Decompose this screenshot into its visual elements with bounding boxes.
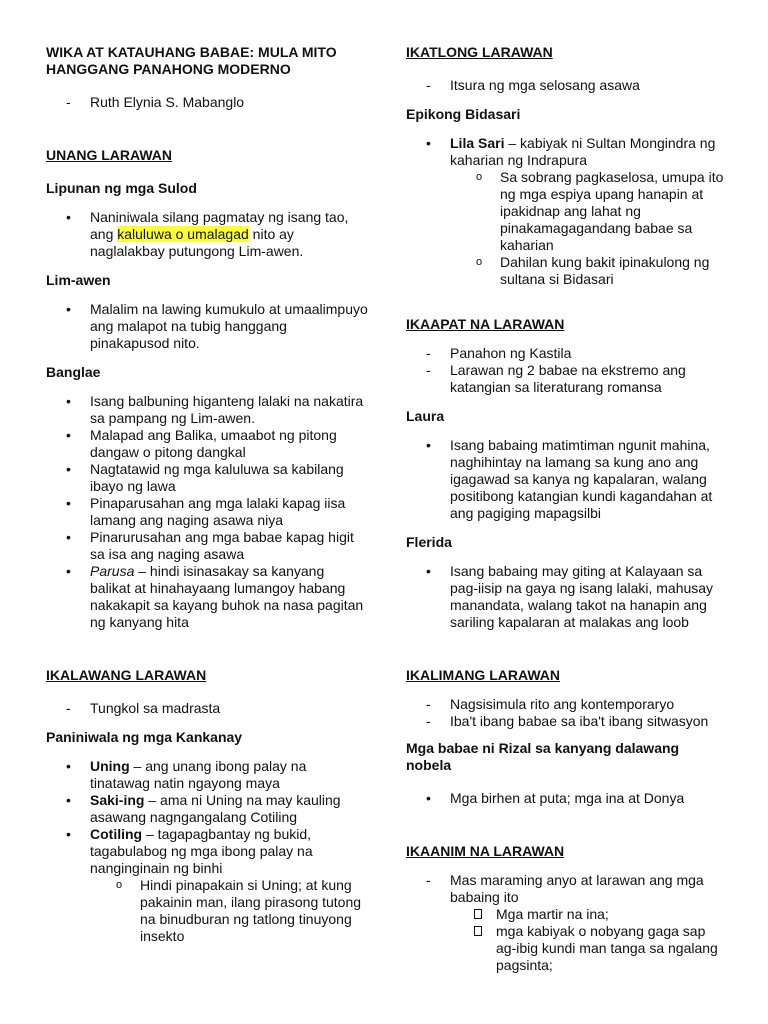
ikalawa-dash-list <box>46 700 368 717</box>
circle-marker: o <box>476 171 483 183</box>
rizal-list <box>406 790 728 807</box>
dash-marker: - <box>426 696 431 712</box>
list-item: • Mga birhen at puta; mga ina at Donya <box>426 790 685 806</box>
bullet-marker: • <box>66 393 71 409</box>
ikaanim-sublist <box>472 906 728 974</box>
bullet-marker: • <box>66 427 71 443</box>
flerida-list <box>406 563 728 631</box>
subheading-flerida: Flerida <box>406 534 452 550</box>
limawen-text: Malalim na lawing kumukulo at umaalimpuyo ang malapot na tubig hanggang pinakapusod nito. <box>90 301 368 351</box>
sulod-text-1: Naniniwala silang pagmatay ng isang tao, ang <box>90 209 349 242</box>
list-item: • Malapad ang Balika, umaabot ng pitong dangaw o pitong dangkal <box>66 427 337 460</box>
bullet-marker: • <box>66 461 71 477</box>
epiko-list <box>406 135 728 288</box>
list-item: • Isang babaing may giting at Kalayaan sa pag-iisip na gaya ng isang lalaki, mahusay manandata, walang takot na hanapin ang sariling kapalaran at malakas ang loob <box>426 563 714 630</box>
list-item: • Isang babaing matimtiman ngunit mahina, naghihintay na lamang sa kung ano ang igagawad sa kanya ng kapalaran, walang positibong katangian kundi kagandahan at ang pagiging mapagsilbi <box>426 437 713 521</box>
circle-marker: o <box>476 256 483 268</box>
highlighted-text: kaluluwa o umalagad <box>117 226 249 242</box>
list-item: • Cotiling – tagapagbantay ng bukid, tagabulabog ng mga ibong palay na nanginginain ng binhi o Hindi pinapakain si Uning; at kung pakainin man, ilang pirasong tutong na binudburan ng tatlong tinuyong insekto <box>46 826 368 945</box>
list-item: - Tungkol sa madrasta <box>66 700 221 716</box>
section-heading-ikaapat: IKAAPAT NA LARAWAN <box>406 316 565 332</box>
subheading-banglae: Banglae <box>46 364 101 380</box>
bullet-marker: • <box>66 495 71 511</box>
cotiling-term: Cotiling <box>90 826 143 842</box>
dash-marker: - <box>426 77 431 93</box>
circle-marker: o <box>116 879 123 891</box>
author-list <box>46 94 368 111</box>
dash-marker: - <box>66 94 71 110</box>
laura-list <box>406 437 728 522</box>
list-item: • Isang balbuning higanteng lalaki na nakatira sa pampang ng Lim-awen. <box>66 393 364 426</box>
section-heading-ikalawa: IKALAWANG LARAWAN <box>46 667 207 683</box>
subheading-epiko: Epikong Bidasari <box>406 106 521 122</box>
list-item: mga kabiyak o nobyang gaga sap ag-ibig kundi man tanga sa ngalang pagsinta; <box>472 923 728 974</box>
ikatlo-dash-list <box>406 77 728 94</box>
cotiling-sublist <box>116 877 368 945</box>
lila-sublist <box>476 169 728 288</box>
list-item <box>46 209 368 260</box>
document-title: WIKA AT KATAUHANG BABAE: MULA MITO HANGGANG PANAHONG MODERNO <box>46 44 337 77</box>
list-item: • Lila Sari – kabiyak ni Sultan Mongindra ng kaharian ng Indrapura o Sa sobrang pagkaselosa, umupa ito ng mga espiya upang hanapin at ipakidnap ang lahat ng pinakamagagandang babae sa kaharian o Dahilan kung bakit ipinakulong ng sultana si Bidasari <box>406 135 728 288</box>
bullet-marker: • <box>66 301 71 317</box>
list-item: o Sa sobrang pagkaselosa, umupa ito ng mga espiya upang hanapin at ipakidnap ang lahat ng pinakamagagandang babae sa kaharian <box>476 169 724 253</box>
subheading-rizal: Mga babae ni Rizal sa kanyang dalawang nobela <box>406 740 680 773</box>
bullet-marker: • <box>426 790 431 806</box>
limawen-list <box>46 301 368 352</box>
list-item: • Uning – ang unang ibong palay na tinatawag natin ngayong maya <box>66 758 307 791</box>
author-item <box>46 94 368 111</box>
sulod-list <box>46 209 368 260</box>
subheading-sulod: Lipunan ng mga Sulod <box>46 180 197 196</box>
ikaanim-dash-list <box>406 872 728 974</box>
bullet-marker: • <box>66 758 71 774</box>
uning-term: Uning <box>90 758 130 774</box>
sulod-text-2: nito ay naglalakbay putungong Lim-awen. <box>90 226 304 259</box>
right-column <box>406 44 728 974</box>
list-item: • Nagtatawid ng mga kaluluwa sa kabilang ibayo ng lawa <box>66 461 344 494</box>
banglae-list <box>46 393 368 631</box>
list-item: o Dahilan kung bakit ipinakulong ng sultana si Bidasari <box>476 254 710 287</box>
bullet-marker: • <box>66 826 71 842</box>
lila-term: Lila Sari <box>450 135 505 151</box>
parusa-text: – hindi isinasakay sa kanyang balikat at hinahayaang lumangoy habang nakakapit sa kayang buhok na nasa pagitan ng kanyang hita <box>90 563 364 630</box>
bullet-marker: • <box>426 135 431 151</box>
dash-marker: - <box>426 713 431 729</box>
subheading-laura: Laura <box>406 408 445 424</box>
subheading-kankanay: Paniniwala ng mga Kankanay <box>46 729 243 745</box>
section-heading-ikatlo: IKATLONG LARAWAN <box>406 44 553 60</box>
section-heading-ikaanim: IKAANIM NA LARAWAN <box>406 843 565 859</box>
subheading-limawen: Lim-awen <box>46 272 111 288</box>
list-item: - Nagsisimula rito ang kontemporaryo <box>426 696 675 712</box>
ikaapat-dash-list <box>406 345 728 396</box>
list-item: - Larawan ng 2 babae na ekstremo ang katangian sa literaturang romansa <box>426 362 686 395</box>
dash-marker: - <box>66 700 71 716</box>
list-item: - Mas maraming anyo at larawan ang mga babaing ito Mga martir na ina; mga kabiyak o nobyang gaga sap ag-ibig kundi man tanga sa ngalang pagsinta; <box>406 872 728 974</box>
box-marker <box>474 926 482 936</box>
bullet-marker: • <box>66 209 71 225</box>
ikalima-dash-list <box>406 696 728 730</box>
section-heading-unang: UNANG LARAWAN <box>46 147 172 163</box>
list-item: - Iba't ibang babae sa iba't ibang sitwasyon <box>426 713 709 729</box>
section-heading-ikalima: IKALIMANG LARAWAN <box>406 667 560 683</box>
bullet-marker: • <box>426 563 431 579</box>
list-item: • Pinarurusahan ang mga babae kapag higit sa isa ang naging asawa <box>66 529 354 562</box>
list-item: • Saki-ing – ama ni Uning na may kauling asawang nagngangalang Cotiling <box>66 792 341 825</box>
bullet-marker: • <box>426 437 431 453</box>
bullet-marker: • <box>66 529 71 545</box>
list-item: o Hindi pinapakain si Uning; at kung pakainin man, ilang pirasong tutong na binudburan ng tatlong tinuyong insekto <box>116 877 362 944</box>
dash-marker: - <box>426 872 431 888</box>
left-column <box>46 44 368 945</box>
author-name: Ruth Elynia S. Mabanglo <box>90 94 245 110</box>
dash-marker: - <box>426 362 431 378</box>
parusa-term: Parusa <box>90 563 135 579</box>
kankanay-list <box>46 758 368 945</box>
list-item: - Panahon ng Kastila <box>426 345 572 361</box>
saking-term: Saki-ing <box>90 792 145 808</box>
list-item: - Itsura ng mga selosang asawa <box>426 77 640 93</box>
list-item: • Pinaparusahan ang mga lalaki kapag iisa lamang ang naging asawa niya <box>66 495 346 528</box>
bullet-marker: • <box>66 792 71 808</box>
box-marker <box>474 909 482 919</box>
bullet-marker: • <box>66 563 71 579</box>
dash-marker: - <box>426 345 431 361</box>
list-item <box>46 301 368 352</box>
list-item: Mga martir na ina; <box>472 906 728 923</box>
list-item <box>46 563 368 631</box>
